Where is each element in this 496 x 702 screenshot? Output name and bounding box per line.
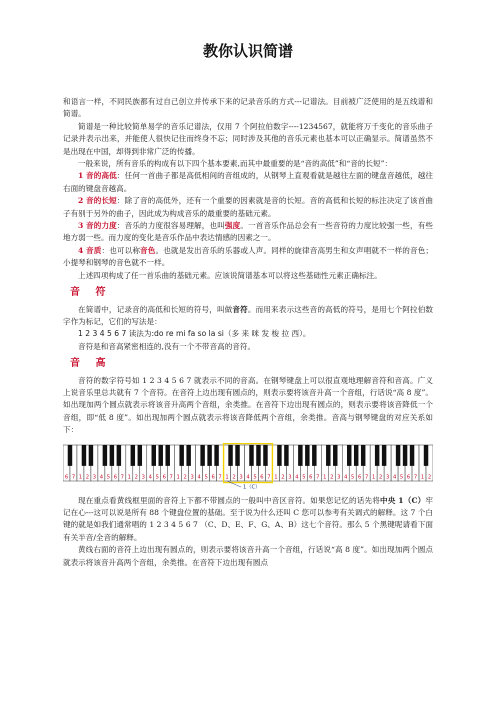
- black-key: [410, 445, 414, 466]
- black-key: [68, 445, 72, 466]
- key-number-label: 6: [406, 474, 411, 481]
- black-key: [361, 445, 365, 466]
- document-body: [63, 96, 433, 569]
- notes-paragraph-1: [63, 304, 433, 329]
- black-key: [200, 445, 204, 466]
- element-label-duration: 2 音的长短: [78, 196, 117, 206]
- black-key: [375, 445, 379, 466]
- key-number-label: 5: [399, 474, 404, 481]
- key-number-label: 1: [225, 474, 229, 481]
- section-heading-notes: 音 符: [70, 287, 112, 299]
- key-number-label: 1: [176, 474, 180, 481]
- black-key: [403, 445, 407, 466]
- element-item-duration: [63, 195, 433, 220]
- black-key: [305, 445, 309, 466]
- pitch-paragraph-3: 黄线右面的音符上边出现有圆点的，则表示要将该音升高一个音组，行话说“高 8 度”。如出现加两个圆点就表示将该音升高两个音组，余类推。在音符下边出现有圆点: [63, 545, 433, 567]
- scale-line: 1 2 3 4 5 6 7 读法为:do re mi fa so la si（多 来 咪 发 梭 拉 西）。: [78, 329, 311, 339]
- key-number-label: 4: [99, 474, 104, 481]
- key-number-label: 3: [239, 474, 243, 481]
- key-number-label: 4: [197, 474, 201, 481]
- key-number-label: 6: [113, 474, 118, 481]
- black-key: [82, 445, 86, 466]
- key-number-label: 6: [309, 474, 313, 481]
- black-key: [214, 445, 218, 466]
- element-text-duration: ：除了音的高低外，还有一个重要的因素就是音的长短。音的高低和长短的标注决定了该首曲子有别于另外的曲子，因此成为构成音乐的最重要的基础元素。: [63, 196, 433, 218]
- black-key: [228, 445, 232, 466]
- keyword-timbre: 音色: [140, 245, 156, 255]
- intro-paragraph-1: 和语言一样，不同民族都有过自己创立并传承下来的记录音乐的方式---记谱法。目前被广泛使用的是五线谱和简谱。: [63, 97, 433, 119]
- element-text-timbre-a: ：也可以称: [101, 245, 141, 255]
- key-number-label: 2: [330, 474, 334, 481]
- element-item-dynamics: [63, 220, 433, 245]
- key-number-label: 4: [392, 474, 397, 481]
- key-number-label: 1: [127, 474, 131, 481]
- key-number-label: 1: [420, 474, 425, 481]
- section-heading-pitch: 音 高: [70, 358, 112, 370]
- key-number-label: 7: [267, 474, 271, 481]
- black-key: [159, 445, 163, 466]
- element-label-dynamics: 3 音的力度: [78, 221, 117, 231]
- black-key: [179, 445, 183, 466]
- page-title: 教你认识简谱: [202, 42, 293, 60]
- piano-keyboard: [63, 443, 433, 489]
- key-number-label: 2: [427, 474, 432, 481]
- pitch-paragraph-1: 音符的数字符号如 1 2 3 4 5 6 7 就表示不同的音高。在钢琴键盘上可以很直观地理解音符和音高。广义上说音乐里总共就有 7 个音符。在音符上边出现有圆点的，则表示要将该音升高一个音组，行话说“高 8 度”。如出现加两个圆点就表示将该音升高两个音组，余类推。在音符下边出现有圆点的，则表示要将该音降低一个音组，即“低 8 度”。如出现加两个圆点就表示将该音降低两个音组，余类推。音高与钢琴键盘的对应关系如下：: [63, 375, 433, 435]
- key-number-label: 2: [85, 474, 90, 481]
- key-number-label: 2: [378, 474, 383, 481]
- key-number-label: 1: [372, 474, 376, 481]
- key-number-label: 7: [316, 474, 320, 481]
- black-key: [326, 445, 330, 466]
- element-text-pitch: ：任何一首曲子都是高低相间的音组成的，从钢琴上直观看就是越往左面的键盘音越低，越往右面的键盘音越高。: [63, 171, 433, 193]
- key-number-label: 4: [148, 474, 152, 481]
- key-number-label: 7: [169, 474, 173, 481]
- black-key: [103, 445, 107, 466]
- black-key: [347, 445, 351, 466]
- black-key: [235, 445, 239, 466]
- black-key: [207, 445, 211, 466]
- black-key: [256, 445, 260, 466]
- notes-paragraph-2: 音符是和音高紧密相连的,没有一个不带音高的音符。: [78, 341, 256, 351]
- pitch-paragraph-2: [63, 495, 433, 545]
- element-item-pitch: [63, 170, 433, 195]
- key-number-label: 4: [344, 474, 348, 481]
- black-key: [263, 445, 267, 466]
- intro-paragraph-2: 简谱是一种比较简单易学的音乐记谱法，仅用 7 个阿拉伯数字----1234567，就能将万千变化的音乐曲子记录并表示出来，并能使人很快记住而终身不忘；同时涉及其他的音乐元素也基本可以正确显示。简谱虽然不是出现在中国，却得到非常广泛的传播。: [63, 121, 433, 156]
- intro-paragraph-3: 一般来说，所有音乐的构成有以下四个基本要素,而其中最重要的是“音的高低”和“音的长短”：: [78, 159, 393, 169]
- key-number-label: 4: [295, 474, 299, 481]
- black-key: [152, 445, 156, 466]
- key-number-label: 6: [260, 474, 264, 481]
- key-number-label: 2: [183, 474, 187, 481]
- notes-text-b: 。而用来表示这些音的高低的符号，是用七个阿拉伯数字作为标记，它们的写法是：: [63, 304, 434, 326]
- keyword-middle-c: 中央 1（C）: [380, 495, 426, 505]
- key-number-label: 6: [64, 474, 69, 481]
- key-number-label: 7: [365, 474, 369, 481]
- black-key: [354, 445, 358, 466]
- key-number-label: 5: [204, 474, 208, 481]
- key-number-label: 5: [302, 474, 306, 481]
- key-number-label: 3: [190, 474, 194, 481]
- key-number-label: 2: [232, 474, 236, 481]
- element-label-pitch: 1 音的高低: [78, 171, 117, 181]
- key-number-label: 1: [323, 474, 327, 481]
- black-key: [284, 445, 288, 466]
- pitch-text-a: 现在重点看黄线框里面的音符上下都不带圆点的一般叫中音区音符。如果您记忆的话先将: [78, 495, 380, 505]
- element-item-timbre: [63, 245, 433, 270]
- black-key: [186, 445, 190, 466]
- black-key: [298, 445, 302, 466]
- notes-text-a: 在简谱中，记录音的高低和长短的符号，叫做: [78, 304, 233, 314]
- black-key: [277, 445, 281, 466]
- black-key: [117, 445, 121, 466]
- key-number-label: 5: [106, 474, 111, 481]
- key-number-label: 3: [141, 474, 145, 481]
- key-number-label: 5: [351, 474, 355, 481]
- key-number-label: 3: [288, 474, 292, 481]
- key-number-label: 5: [253, 474, 257, 481]
- black-key: [89, 445, 93, 466]
- keyword-intensity: 强度: [224, 221, 241, 231]
- black-key: [131, 445, 135, 466]
- pitch-text-b: 牢记在心---这可以说是所有 88 个键盘位置的基础。至于说为什么还叫 C 您可以参考有关调式的解释。这 7 个白键的就是如我们通常唱的 1 2 3 4 5 6 7 （C、D、E、F、G、A、B）这七个音符。那么 5 个黑键呢请看下面有关半音/全音的解释。: [63, 495, 433, 542]
- key-number-label: 3: [92, 474, 97, 481]
- key-number-label: 6: [358, 474, 362, 481]
- intro-paragraph-4: 上述四项构成了任一首乐曲的基础元素。应该说简谱基本可以将这些基础性元素正确标注。: [78, 270, 382, 280]
- key-number-label: 6: [211, 474, 215, 481]
- key-number-label: 7: [218, 474, 222, 481]
- element-text-dynamics-b: 。一首音乐作品总会有一些音符的力度比较强一些，有些地方弱一些。而力度的变化是音乐作品中表达情感的因素之一。: [63, 221, 434, 243]
- black-key: [382, 445, 386, 466]
- key-number-label: 7: [71, 474, 76, 481]
- black-key: [138, 445, 142, 466]
- piano-keyboard-diagram: [63, 443, 433, 489]
- key-number-label: 1: [274, 474, 278, 481]
- key-number-label: 7: [413, 474, 418, 481]
- key-number-label: 2: [134, 474, 138, 481]
- key-number-label: 2: [281, 474, 285, 481]
- black-key: [165, 445, 169, 466]
- element-text-dynamics-a: ：音乐的力度很容易理解，也叫: [116, 221, 225, 231]
- key-number-label: 1: [78, 474, 83, 481]
- element-text-timbre-b: 。也就是发出音乐的乐器或人声。同样的旋律音高男生和女声唱就不一样的音色；小提琴和钢琴的音色就不一样。: [63, 245, 434, 268]
- middle-c-caption: 1（C）: [243, 484, 261, 489]
- black-key: [333, 445, 337, 466]
- key-number-label: 6: [162, 474, 166, 481]
- key-number-label: 3: [337, 474, 341, 481]
- black-key: [249, 445, 253, 466]
- black-key: [312, 445, 316, 466]
- key-number-label: 4: [246, 474, 250, 481]
- key-number-label: 5: [155, 474, 159, 481]
- black-key: [110, 445, 114, 466]
- black-key: [396, 445, 400, 466]
- black-key: [424, 445, 428, 466]
- key-number-label: 3: [385, 474, 390, 481]
- keyword-note: 音符: [232, 304, 248, 314]
- key-number-label: 7: [120, 474, 124, 481]
- element-label-timbre: 4 音质: [78, 245, 102, 255]
